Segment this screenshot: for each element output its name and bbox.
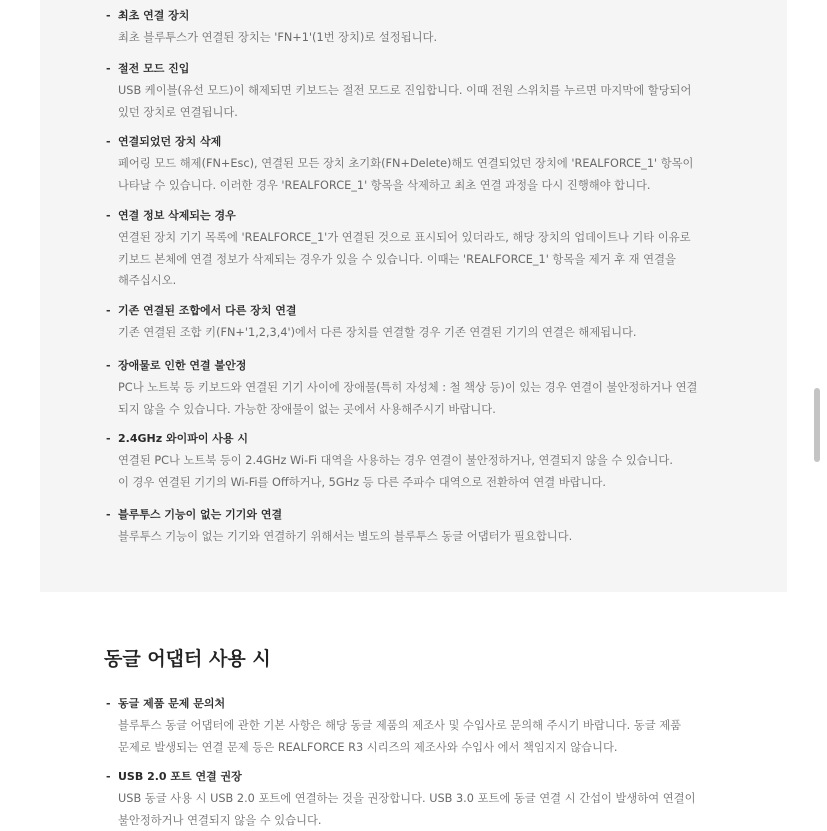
note-line: 연결된 장치 기기 목록에 'REALFORCE_1'가 연결된 것으로 표시되어 있더라도, 해당 장치의 업데이트나 기타 이유로 bbox=[118, 227, 726, 249]
note-line: 문제로 발생되는 연결 문제 등은 REALFORCE R3 시리즈의 제조사와 수입사 에서 책임지지 않습니다. bbox=[118, 737, 726, 759]
bullet-marker: - bbox=[106, 9, 118, 22]
bullet-marker: - bbox=[106, 770, 118, 783]
note-title: 동글 제품 문제 문의처 bbox=[118, 695, 225, 711]
note-usb-port bbox=[106, 767, 726, 831]
note-title: 장애물로 인한 연결 불안정 bbox=[118, 357, 246, 373]
bullet-marker: - bbox=[106, 359, 118, 372]
note-line: 기존 연결된 조합 키(FN+'1,2,3,4')에서 다른 장치를 연결할 경우 기존 연결된 기기의 연결은 해제됩니다. bbox=[118, 322, 726, 344]
note-line: 페어링 모드 해제(FN+Esc), 연결된 모든 장치 초기화(FN+Delete)해도 연결되었던 장치에 'REALFORCE_1' 항목이 bbox=[118, 153, 726, 175]
bullet-marker: - bbox=[106, 62, 118, 75]
note-line: 블루투스 동글 어댑터에 관한 기본 사항은 해당 동글 제품의 제조사 및 수입사로 문의해 주시기 바랍니다. 동글 제품 bbox=[118, 715, 726, 737]
note-title: 연결 정보 삭제되는 경우 bbox=[118, 207, 236, 223]
note-title: 연결되었던 장치 삭제 bbox=[118, 133, 221, 149]
note-body bbox=[118, 788, 726, 831]
note-line: 최초 블루투스가 연결된 장치는 'FN+1'(1번 장치)로 설정됩니다. bbox=[118, 27, 726, 49]
note-line: 있던 장치로 연결됩니다. bbox=[118, 102, 726, 124]
note-no-bluetooth bbox=[106, 505, 726, 548]
note-info-deleted bbox=[106, 206, 726, 292]
note-title: 블루투스 기능이 없는 기기와 연결 bbox=[118, 506, 282, 522]
note-line: 해주십시오. bbox=[118, 270, 726, 292]
note-title: 2.4GHz 와이파이 사용 시 bbox=[118, 430, 248, 446]
note-body bbox=[118, 322, 726, 344]
note-body bbox=[118, 450, 726, 493]
note-line: 연결된 PC나 노트북 등이 2.4GHz Wi-Fi 대역을 사용하는 경우 연결이 불안정하거나, 연결되지 않을 수 있습니다. bbox=[118, 450, 726, 472]
note-body bbox=[118, 526, 726, 548]
note-line: 블루투스 기능이 없는 기기와 연결하기 위해서는 별도의 블루투스 동글 어댑터가 필요합니다. bbox=[118, 526, 726, 548]
note-body bbox=[118, 80, 726, 123]
note-body bbox=[118, 715, 726, 758]
note-title: 절전 모드 진입 bbox=[118, 60, 189, 76]
note-body bbox=[118, 27, 726, 49]
note-line: 되지 않을 수 있습니다. 가능한 장애물이 없는 곳에서 사용해주시기 바랍니다. bbox=[118, 399, 726, 421]
bullet-marker: - bbox=[106, 304, 118, 317]
note-body bbox=[118, 377, 726, 420]
section-title-dongle: 동글 어댑터 사용 시 bbox=[104, 644, 271, 671]
note-line: USB 동글 사용 시 USB 2.0 포트에 연결하는 것을 권장합니다. USB 3.0 포트에 동글 연결 시 간섭이 발생하여 연결이 bbox=[118, 788, 726, 810]
bullet-marker: - bbox=[106, 508, 118, 521]
note-line: PC나 노트북 등 키보드와 연결된 기기 사이에 장애물(특히 자성체 : 철 책상 등)이 있는 경우 연결이 불안정하거나 연결 bbox=[118, 377, 726, 399]
scrollbar-thumb[interactable] bbox=[814, 388, 820, 462]
note-body bbox=[118, 227, 726, 292]
bullet-marker: - bbox=[106, 209, 118, 222]
note-line: 나타날 수 있습니다. 이러한 경우 'REALFORCE_1' 항목을 삭제하고 최초 연결 과정을 다시 진행해야 합니다. bbox=[118, 175, 726, 197]
note-wifi bbox=[106, 429, 726, 493]
note-title: USB 2.0 포트 연결 권장 bbox=[118, 768, 242, 784]
note-line: 키보드 본체에 연결 정보가 삭제되는 경우가 있을 수 있습니다. 이때는 'REALFORCE_1' 항목을 제거 후 재 연결을 bbox=[118, 249, 726, 271]
note-line: USB 케이블(유선 모드)이 해제되면 키보드는 절전 모드로 진입합니다. 이때 전원 스위치를 누르면 마지막에 할당되어 bbox=[118, 80, 726, 102]
note-line: 불안정하거나 연결되지 않을 수 있습니다. bbox=[118, 810, 726, 831]
note-line: 이 경우 연결된 기기의 Wi-Fi를 Off하거나, 5GHz 등 다른 주파수 대역으로 전환하여 연결 바랍니다. bbox=[118, 472, 726, 494]
bullet-marker: - bbox=[106, 135, 118, 148]
note-sleep-mode bbox=[106, 59, 726, 123]
note-body bbox=[118, 153, 726, 196]
note-dongle-inquiry bbox=[106, 694, 726, 758]
note-title: 기존 연결된 조합에서 다른 장치 연결 bbox=[118, 302, 297, 318]
bullet-marker: - bbox=[106, 432, 118, 445]
bullet-marker: - bbox=[106, 697, 118, 710]
note-other-device bbox=[106, 301, 726, 344]
note-initial-device bbox=[106, 6, 726, 49]
note-delete-device bbox=[106, 132, 726, 196]
note-obstacle bbox=[106, 356, 726, 420]
note-title: 최초 연결 장치 bbox=[118, 7, 189, 23]
